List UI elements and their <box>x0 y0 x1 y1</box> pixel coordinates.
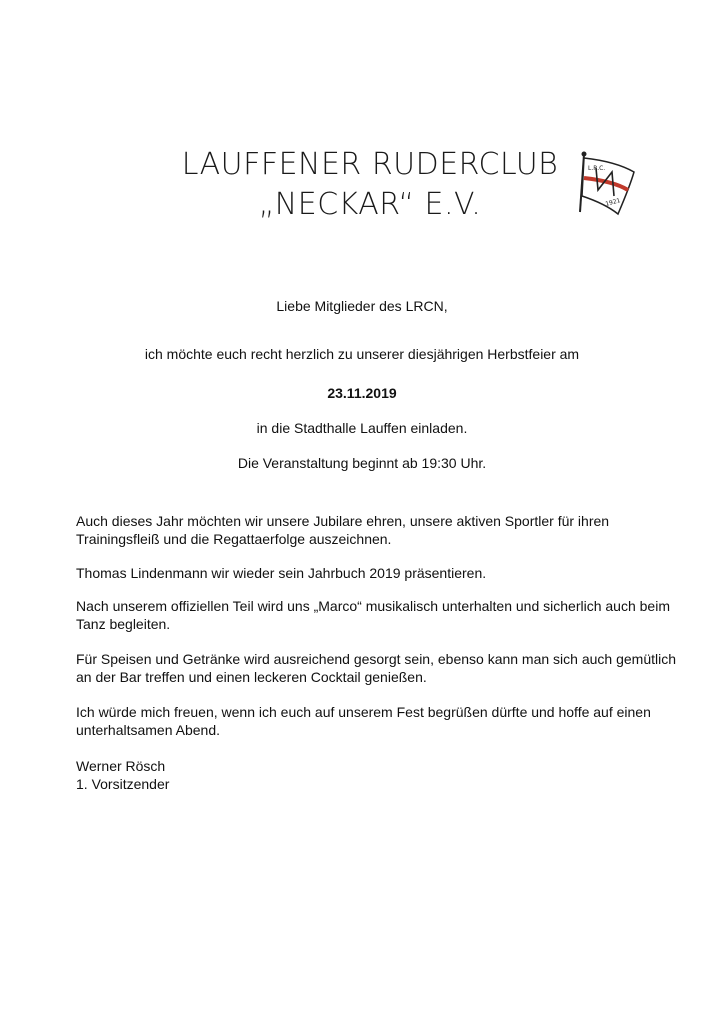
event-date: 23.11.2019 <box>327 385 397 401</box>
invite-intro: ich möchte euch recht herzlich zu unserer diesjährigen Herbstfeier am <box>144 346 580 362</box>
paragraph-awards: Auch dieses Jahr möchten wir unsere Jubilare ehren, unsere aktiven Sportler für ihren Trainingsfleiß und die Regattaerfolge auszeichnen. <box>76 513 610 547</box>
paragraph-yearbook: Thomas Lindenmann wir wieder sein Jahrbuch 2019 präsentieren. <box>76 565 487 581</box>
event-venue: in die Stadthalle Lauffen einladen. <box>256 420 468 436</box>
greeting: Liebe Mitglieder des LRCN, <box>276 298 448 314</box>
paragraph-catering: Für Speisen und Getränke wird ausreichend gesorgt sein, ebenso kann man sich auch gemütlich an der Bar treffen und einen leckeren Cocktail genießen. <box>76 651 677 685</box>
paragraph-music: Nach unserem offiziellen Teil wird uns „Marco“ musikalisch unterhalten und sicherlich auch beim Tanz begleiten. <box>76 598 670 632</box>
signature-name: Werner Rösch <box>76 758 166 774</box>
club-flag-logo <box>572 150 642 220</box>
club-title-line-2: „NECKAR“ E.V. <box>258 187 482 222</box>
event-start-time: Die Veranstaltung beginnt ab 19:30 Uhr. <box>237 455 487 471</box>
logo-initials: L.R.C. <box>588 165 606 172</box>
signature-role: 1. Vorsitzender <box>76 776 170 792</box>
paragraph-closing: Ich würde mich freuen, wenn ich euch auf unserem Fest begrüßen dürfte und hoffe auf einen unterhaltsamen Abend. <box>76 704 651 738</box>
logo-year: 1921 <box>604 197 622 208</box>
club-title-line-1: LAUFFENER RUDERCLUB <box>181 147 559 182</box>
club-title <box>120 145 620 225</box>
